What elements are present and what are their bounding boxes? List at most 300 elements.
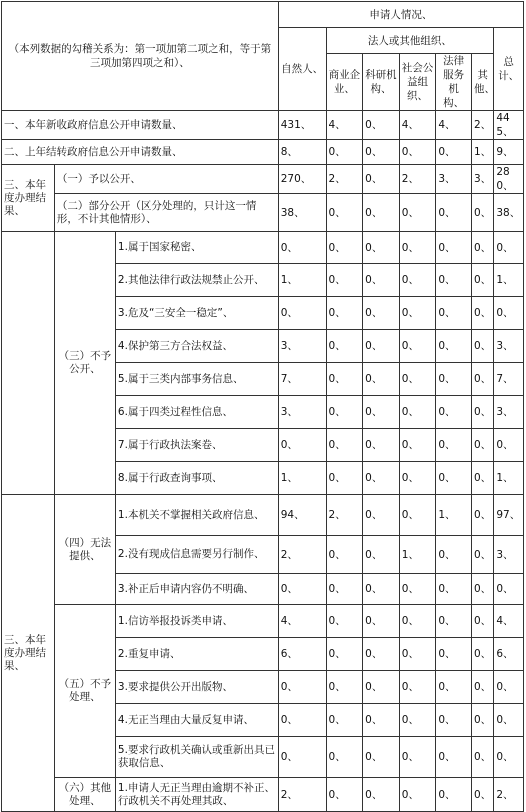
list-mark: 、 — [371, 681, 383, 693]
row-label: （一）予以公开、 — [54, 165, 278, 194]
table-cell: 0、 — [399, 363, 436, 396]
table-cell: 0、 — [363, 605, 400, 638]
table-cell: 0、 — [278, 297, 326, 330]
list-mark: 、 — [408, 173, 419, 185]
table-cell: 1、 — [471, 140, 493, 165]
list-mark: 、 — [335, 648, 346, 660]
list-mark: 、 — [408, 509, 419, 521]
list-mark: 、 — [222, 680, 233, 693]
table-cell: 0、 — [278, 737, 326, 778]
table-cell: 0、 — [326, 671, 363, 704]
header-social-welfare: 社会公益组织、 — [399, 54, 436, 111]
list-mark: 、 — [480, 439, 492, 451]
list-mark: 、 — [408, 206, 419, 219]
list-mark: 、 — [408, 119, 419, 131]
list-mark: 、 — [503, 241, 514, 254]
list-mark: 、 — [190, 241, 202, 253]
item-label: 4.保护第三方合法权益、 — [115, 330, 278, 363]
table-cell: 0、 — [326, 462, 363, 495]
list-mark: 、 — [287, 714, 298, 726]
table-cell: 0、 — [326, 140, 363, 165]
header-applicant-status: 申请人情况、 — [278, 2, 523, 28]
list-mark: 、 — [445, 119, 456, 131]
table-cell: 0、 — [471, 638, 493, 671]
table-cell: 0、 — [278, 429, 326, 462]
table-cell: 0、 — [399, 429, 436, 462]
list-mark: 、 — [503, 340, 514, 352]
group-label: （三）不予公开、 — [54, 232, 115, 495]
table-cell: 0、 — [326, 232, 363, 264]
table-cell: 38、 — [494, 194, 524, 232]
table-cell: 0、 — [471, 396, 493, 429]
table-cell: 0、 — [399, 264, 436, 297]
table-cell: 0、 — [399, 495, 436, 536]
list-mark: 、 — [371, 119, 383, 131]
table-cell: 0、 — [326, 605, 363, 638]
list-mark: 、 — [503, 788, 514, 801]
table-cell: 0、 — [471, 704, 493, 737]
list-mark: 、 — [371, 583, 383, 595]
table-cell: 0、 — [326, 396, 363, 429]
list-mark: 、 — [480, 583, 492, 595]
list-mark: 、 — [253, 508, 265, 521]
list-mark: 、 — [445, 714, 456, 726]
list-mark: 、 — [445, 509, 456, 521]
list-mark: 、 — [371, 714, 383, 726]
list-mark: 、 — [371, 307, 383, 319]
list-mark: 、 — [222, 794, 234, 807]
table-row — [2, 140, 524, 165]
list-mark: 、 — [172, 119, 183, 131]
list-mark: 、 — [222, 306, 234, 319]
table-cell: 0、 — [326, 330, 363, 363]
list-mark: 、 — [408, 472, 419, 484]
list-mark: 、 — [445, 206, 456, 219]
table-cell: 0、 — [471, 574, 493, 605]
table-cell: 0、 — [494, 429, 524, 462]
row-label: （二）部分公开（区分处理的，只计这一情形，不计其他情形）、 — [54, 194, 278, 232]
list-mark: 、 — [287, 472, 298, 484]
table-cell: 0、 — [363, 264, 400, 297]
table-cell: 0、 — [436, 194, 472, 232]
list-mark: 、 — [408, 548, 419, 561]
list-mark: 、 — [371, 751, 383, 763]
table-row — [2, 232, 524, 264]
table-cell: 38、 — [278, 194, 326, 232]
table-cell: 8、 — [278, 140, 326, 165]
list-mark: 、 — [480, 615, 492, 627]
list-mark: 、 — [408, 751, 419, 763]
table-cell: 0、 — [471, 232, 493, 264]
list-mark: 、 — [509, 509, 521, 521]
group-label: （六）其他处理、 — [54, 778, 115, 812]
list-mark: 、 — [371, 241, 383, 254]
table-cell: 0、 — [326, 297, 363, 330]
list-mark: 、 — [408, 648, 419, 660]
list-mark: 、 — [480, 119, 492, 131]
list-mark: 、 — [371, 206, 383, 219]
list-mark: 、 — [445, 173, 456, 185]
list-mark: 、 — [503, 146, 514, 158]
list-mark: 、 — [445, 472, 456, 484]
list-mark: 、 — [480, 406, 492, 418]
list-mark: 、 — [335, 615, 346, 627]
list-mark: 、 — [408, 615, 419, 627]
list-mark: 、 — [90, 691, 101, 703]
table-cell: 7、 — [278, 363, 326, 396]
list-mark: 、 — [300, 119, 312, 131]
list-mark: 、 — [484, 83, 495, 95]
table-cell: 0、 — [494, 704, 524, 737]
table-cell: 2、 — [399, 165, 436, 194]
table-cell: 0、 — [399, 194, 436, 232]
item-label: 5.要求行政机关确认或重新出具已获取信息、 — [115, 737, 278, 778]
table-row — [2, 495, 524, 536]
list-mark: 、 — [480, 751, 492, 763]
item-label: 2.其他法律行政法规禁止公开、 — [115, 264, 278, 297]
table-cell: 0、 — [399, 574, 436, 605]
list-mark: 、 — [480, 681, 492, 693]
list-mark: 、 — [335, 583, 346, 595]
list-mark: 、 — [480, 274, 492, 286]
list-mark: 、 — [408, 241, 419, 254]
item-label: 3.补正后申请内容仍不明确、 — [115, 574, 278, 605]
list-mark: 、 — [480, 206, 492, 219]
table-cell: 2、 — [326, 495, 363, 536]
table-cell: 0、 — [363, 462, 400, 495]
list-mark: 、 — [287, 751, 298, 763]
item-label: 3.要求提供公开出版物、 — [115, 671, 278, 704]
table-cell: 0、 — [471, 297, 493, 330]
item-label: 6.属于四类过程性信息、 — [115, 396, 278, 429]
list-mark: 、 — [408, 788, 419, 801]
list-mark: 、 — [90, 363, 101, 375]
table-cell: 445、 — [494, 111, 524, 140]
list-mark: 、 — [253, 548, 265, 560]
table-row — [2, 778, 524, 812]
table-cell: 2、 — [326, 165, 363, 194]
list-mark: 、 — [445, 241, 456, 254]
list-mark: 、 — [445, 548, 456, 561]
table-cell: 1、 — [494, 264, 524, 297]
disclosure-table — [1, 1, 524, 812]
table-cell: 0、 — [278, 574, 326, 605]
table-cell: 0、 — [363, 574, 400, 605]
list-mark: 、 — [445, 340, 456, 352]
list-mark: 、 — [503, 274, 514, 286]
list-mark: 、 — [172, 146, 183, 158]
table-cell: 0、 — [399, 140, 436, 165]
table-cell: 6、 — [278, 638, 326, 671]
table-cell: 0、 — [436, 737, 472, 778]
table-row — [2, 605, 524, 638]
table-cell: 0、 — [494, 737, 524, 778]
list-mark: 、 — [445, 406, 456, 418]
list-mark: 、 — [371, 439, 383, 451]
list-mark: 、 — [169, 647, 181, 660]
table-cell: 0、 — [436, 297, 472, 330]
table-cell: 7、 — [494, 363, 524, 396]
table-cell: 0、 — [326, 574, 363, 605]
list-mark: 、 — [503, 681, 514, 693]
list-mark: 、 — [480, 307, 492, 319]
list-mark: 、 — [287, 615, 298, 627]
list-mark: 、 — [380, 83, 392, 95]
list-mark: 、 — [90, 549, 101, 562]
table-cell: 0、 — [436, 462, 472, 495]
header-research: 科研机构、 — [363, 54, 400, 111]
table-cell: 280、 — [494, 165, 524, 194]
list-mark: 、 — [335, 340, 346, 352]
list-mark: 、 — [371, 472, 383, 484]
list-mark: 、 — [371, 406, 383, 418]
list-mark: 、 — [503, 373, 514, 385]
table-cell: 0、 — [471, 194, 493, 232]
item-label: 1.本机关不掌握相关政府信息、 — [115, 495, 278, 536]
table-cell: 0、 — [471, 671, 493, 704]
table-cell: 0、 — [494, 574, 524, 605]
section-spacer — [2, 232, 55, 495]
table-cell: 2、 — [278, 778, 326, 812]
item-label: 5.属于三类内部事务信息、 — [115, 363, 278, 396]
list-mark: 、 — [232, 372, 244, 385]
list-mark: 、 — [503, 406, 514, 418]
list-mark: 、 — [508, 70, 520, 82]
table-cell: 0、 — [363, 111, 400, 140]
table-cell: 0、 — [363, 165, 400, 194]
table-cell: 0、 — [363, 671, 400, 704]
table-cell: 0、 — [363, 396, 400, 429]
table-cell: 0、 — [436, 704, 472, 737]
list-mark: 、 — [371, 173, 383, 185]
list-mark: 、 — [503, 439, 514, 451]
list-mark: 、 — [287, 373, 298, 385]
table-cell: 0、 — [326, 638, 363, 671]
list-mark: 、 — [222, 614, 233, 627]
table-cell: 0、 — [399, 737, 436, 778]
list-mark: 、 — [222, 405, 233, 418]
table-cell: 0、 — [363, 429, 400, 462]
table-cell: 0、 — [471, 495, 493, 536]
table-cell: 431、 — [278, 111, 326, 140]
table-cell: 0、 — [326, 194, 363, 232]
list-mark: 、 — [287, 681, 298, 693]
table-cell: 0、 — [471, 462, 493, 495]
table-cell: 0、 — [363, 778, 400, 812]
list-mark: 、 — [503, 548, 514, 561]
list-mark: 、 — [90, 794, 101, 807]
list-mark: 、 — [509, 206, 521, 219]
list-mark: 、 — [503, 714, 514, 726]
list-mark: 、 — [335, 439, 346, 451]
header-commercial: 商业企业、 — [326, 54, 363, 111]
list-mark: 、 — [480, 648, 492, 660]
list-mark: 、 — [287, 146, 298, 158]
table-cell: 0、 — [399, 671, 436, 704]
table-cell: 0、 — [436, 232, 472, 264]
list-mark: 、 — [371, 340, 383, 352]
list-mark: 、 — [287, 788, 298, 801]
table-cell: 0、 — [399, 396, 436, 429]
group-label: （四）无法提供、 — [54, 495, 115, 605]
table-cell: 0、 — [326, 536, 363, 574]
table-cell: 0、 — [436, 638, 472, 671]
list-mark: 、 — [408, 274, 419, 286]
header-total: 总计、 — [494, 28, 524, 111]
table-cell: 0、 — [278, 232, 326, 264]
list-mark: 、 — [335, 274, 346, 286]
table-cell: 0、 — [363, 737, 400, 778]
table-cell: 1、 — [494, 462, 524, 495]
list-mark: 、 — [421, 8, 433, 21]
list-mark: 、 — [445, 583, 456, 595]
list-mark: 、 — [14, 204, 25, 217]
list-mark: 、 — [335, 146, 346, 158]
table-cell: 0、 — [326, 778, 363, 812]
list-mark: 、 — [480, 509, 492, 521]
table-cell: 2、 — [471, 111, 493, 140]
table-cell: 0、 — [471, 330, 493, 363]
item-label: 1.申请人无正当理由逾期不补正、行政机关不再处理其政、 — [115, 778, 278, 812]
list-mark: 、 — [480, 788, 492, 801]
item-label: 1.信访举报投诉类申请、 — [115, 605, 278, 638]
header-note: （本列数据的勾稽关系为：第一项加第二项之和，等于第三项加第四项之和）、 — [2, 2, 279, 111]
table-cell: 270、 — [278, 165, 326, 194]
table-cell: 0、 — [436, 396, 472, 429]
list-mark: 、 — [445, 681, 456, 693]
header-natural-person: 自然人、 — [278, 28, 326, 111]
table-cell: 0、 — [399, 704, 436, 737]
table-cell: 0、 — [436, 363, 472, 396]
list-mark: 、 — [335, 751, 346, 763]
table-cell: 0、 — [363, 638, 400, 671]
table-cell: 3、 — [436, 165, 472, 194]
table-cell: 0、 — [278, 704, 326, 737]
list-mark: 、 — [287, 439, 298, 451]
list-mark: 、 — [503, 751, 514, 763]
table-cell: 0、 — [471, 536, 493, 574]
list-mark: 、 — [335, 373, 346, 385]
list-mark: 、 — [312, 63, 324, 75]
table-cell: 0、 — [399, 232, 436, 264]
list-mark: 、 — [445, 274, 456, 286]
table-cell: 0、 — [471, 264, 493, 297]
list-mark: 、 — [417, 90, 429, 102]
list-mark: 、 — [445, 788, 456, 801]
list-mark: 、 — [503, 180, 514, 192]
list-mark: 、 — [445, 439, 456, 451]
table-cell: 2、 — [494, 778, 524, 812]
list-mark: 、 — [335, 472, 346, 484]
table-cell: 0、 — [399, 778, 436, 812]
table-cell: 0、 — [326, 363, 363, 396]
table-cell: 0、 — [436, 429, 472, 462]
list-mark: 、 — [503, 583, 514, 595]
list-mark: 、 — [480, 340, 492, 352]
list-mark: 、 — [344, 83, 355, 95]
table-cell: 0、 — [363, 232, 400, 264]
table-cell: 94、 — [278, 495, 326, 536]
list-mark: 、 — [371, 788, 383, 801]
table-cell: 97、 — [494, 495, 524, 536]
group-label: （五）不予处理、 — [54, 605, 115, 778]
list-mark: 、 — [408, 681, 419, 693]
table-cell: 0、 — [436, 264, 472, 297]
table-cell: 0、 — [436, 140, 472, 165]
section-label: 三、本年度办理结果、 — [2, 165, 55, 232]
header-other: 其他、 — [471, 54, 493, 111]
list-mark: 、 — [453, 97, 465, 109]
list-mark: 、 — [371, 548, 383, 561]
list-mark: 、 — [445, 751, 456, 763]
list-mark: 、 — [335, 206, 346, 219]
list-mark: 、 — [179, 57, 190, 69]
list-mark: 、 — [335, 119, 346, 131]
list-mark: 、 — [371, 648, 383, 660]
list-mark: 、 — [287, 241, 298, 254]
table-cell: 3、 — [471, 165, 493, 194]
list-mark: 、 — [335, 548, 346, 561]
list-mark: 、 — [480, 548, 492, 561]
list-mark: 、 — [14, 659, 25, 672]
list-mark: 、 — [287, 406, 298, 418]
item-label: 3.危及“三安全一稳定”、 — [115, 297, 278, 330]
list-mark: 、 — [445, 373, 456, 385]
item-label: 4.无正当理由大量反复申请、 — [115, 704, 278, 737]
list-mark: 、 — [480, 173, 492, 185]
table-cell: 3、 — [494, 536, 524, 574]
list-mark: 、 — [371, 509, 383, 521]
list-mark: 、 — [335, 173, 346, 185]
list-mark: 、 — [130, 172, 141, 185]
table-cell: 0、 — [326, 264, 363, 297]
table-cell: 0、 — [494, 297, 524, 330]
row-label: 二、上年结转政府信息公开申请数量、 — [2, 140, 279, 165]
table-cell: 4、 — [494, 605, 524, 638]
list-mark: 、 — [159, 757, 171, 769]
table-cell: 2、 — [278, 536, 326, 574]
item-label: 2.重复申请、 — [115, 638, 278, 671]
table-cell: 0、 — [399, 605, 436, 638]
table-row — [2, 194, 524, 232]
header-legal-orgs: 法人或其他组织、 — [326, 28, 494, 54]
table-cell: 0、 — [436, 605, 472, 638]
table-cell: 0、 — [436, 574, 472, 605]
list-mark: 、 — [408, 146, 419, 158]
table-cell: 0、 — [471, 605, 493, 638]
list-mark: 、 — [408, 340, 419, 352]
list-mark: 、 — [287, 548, 298, 561]
list-mark: 、 — [211, 471, 223, 484]
list-mark: 、 — [243, 713, 254, 726]
list-mark: 、 — [408, 406, 419, 418]
table-cell: 0、 — [471, 363, 493, 396]
table-cell: 0、 — [436, 536, 472, 574]
table-cell: 0、 — [471, 737, 493, 778]
list-mark: 、 — [371, 274, 383, 286]
table-cell: 1、 — [399, 536, 436, 574]
list-mark: 、 — [287, 648, 298, 660]
table-cell: 0、 — [363, 704, 400, 737]
list-mark: 、 — [503, 126, 514, 138]
table-cell: 0、 — [436, 671, 472, 704]
list-mark: 、 — [287, 274, 298, 286]
table-cell: 0、 — [363, 330, 400, 363]
list-mark: 、 — [294, 206, 305, 219]
list-mark: 、 — [480, 146, 492, 158]
table-cell: 0、 — [326, 429, 363, 462]
list-mark: 、 — [335, 714, 346, 726]
